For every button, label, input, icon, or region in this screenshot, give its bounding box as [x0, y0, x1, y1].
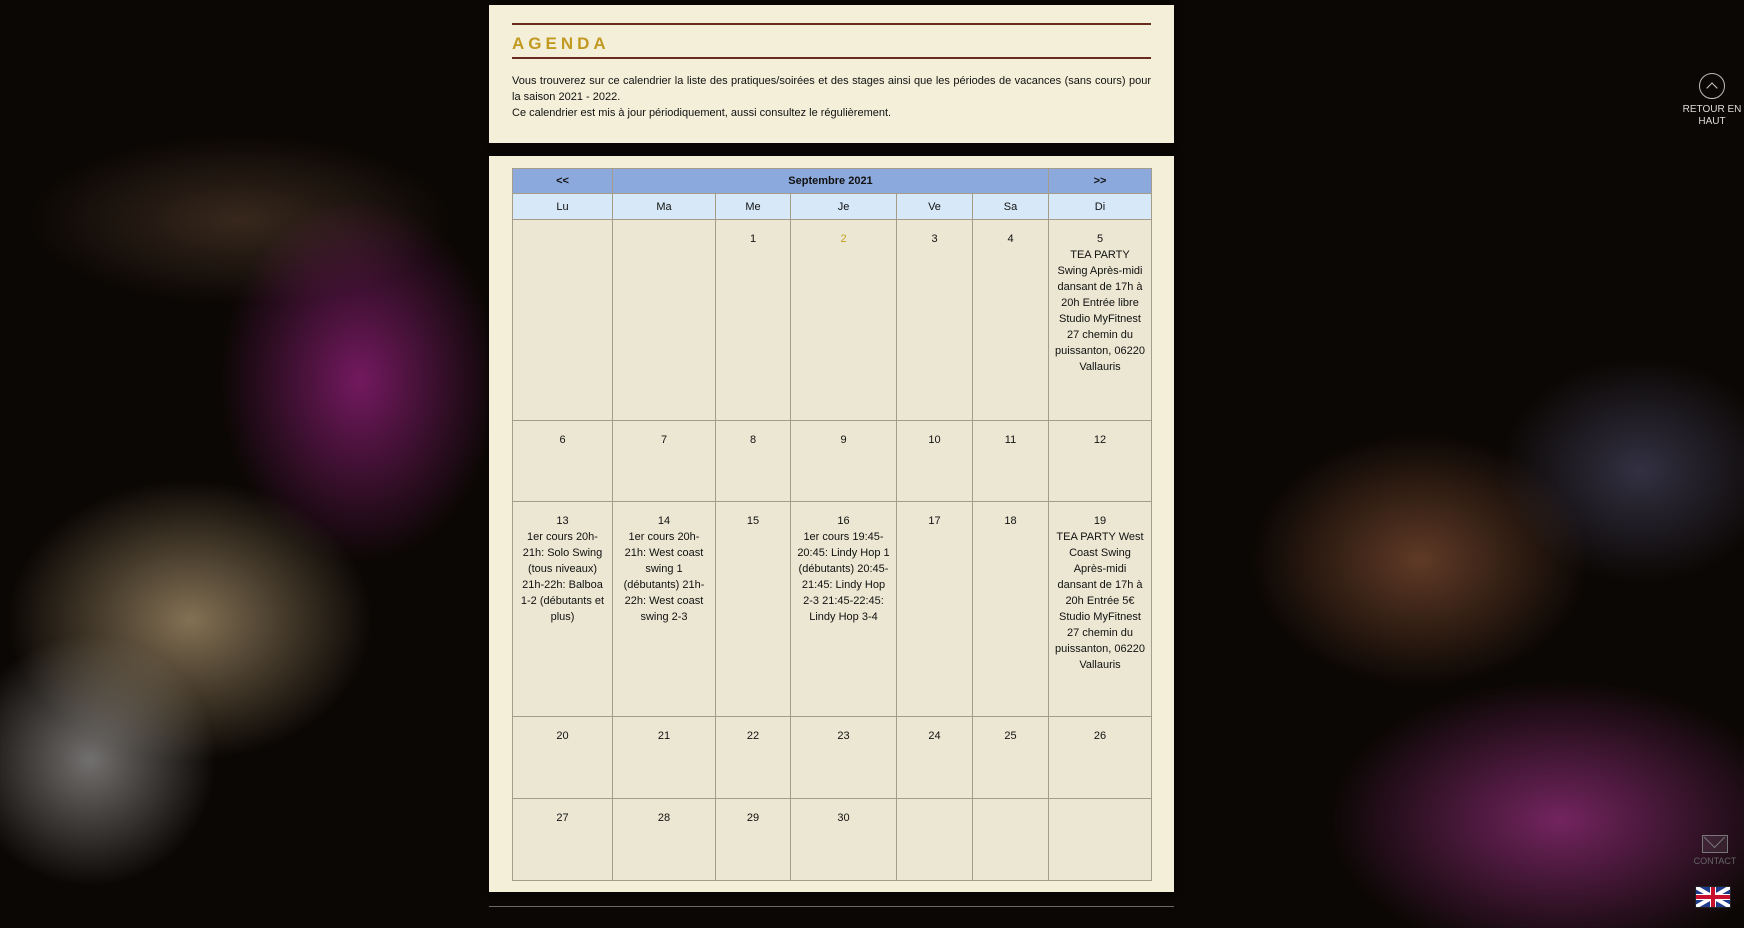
day-event: TEA PARTY Swing Après-midi dansant de 17h à 20h Entrée libre Studio MyFitnest 27 chemin du puissanton, 06220 Vallauris — [1055, 249, 1145, 373]
back-to-top-label[interactable]: RETOUR EN HAUT — [1682, 104, 1742, 127]
calendar-day-cell — [973, 220, 1049, 421]
calendar-day-cell — [791, 220, 897, 421]
calendar-week-row — [513, 799, 1152, 881]
calendar-day-cell — [716, 717, 791, 799]
calendar-day-cell — [791, 717, 897, 799]
intro-paragraph-2: Ce calendrier est mis à jour périodiquement, aussi consultez le régulièrement. — [512, 107, 892, 119]
calendar-day-cell — [716, 421, 791, 502]
calendar-day-cell — [513, 502, 613, 717]
weekday-header: Ve — [897, 194, 973, 220]
day-number: 24 — [928, 730, 941, 742]
calendar-week-row — [513, 717, 1152, 799]
calendar-day-cell — [1049, 717, 1152, 799]
calendar-panel — [489, 156, 1174, 892]
day-number: 4 — [1007, 233, 1014, 245]
weekday-header: Lu — [513, 194, 613, 220]
calendar-day-cell — [613, 799, 716, 881]
calendar-nav-row — [513, 169, 1152, 194]
day-number: 2 — [840, 233, 847, 245]
day-number: 23 — [837, 730, 850, 742]
calendar-day-cell — [897, 717, 973, 799]
day-number: 5 — [1096, 233, 1104, 245]
day-number: 7 — [660, 434, 668, 446]
day-number: 29 — [746, 812, 760, 824]
weekday-header: Je — [791, 194, 897, 220]
calendar-day-cell — [1049, 220, 1152, 421]
calendar-day-cell — [791, 799, 897, 881]
day-number: 12 — [1093, 434, 1107, 446]
weekday-header: Di — [1049, 194, 1152, 220]
calendar-day-cell — [1049, 421, 1152, 502]
day-number: 6 — [559, 434, 566, 446]
calendar-day-cell — [1049, 502, 1152, 717]
day-number: 17 — [928, 515, 941, 527]
calendar-day-cell — [513, 717, 613, 799]
day-number: 16 — [837, 515, 850, 527]
agenda-intro-panel — [489, 5, 1174, 143]
day-number: 26 — [1093, 730, 1107, 742]
weekday-header: Sa — [973, 194, 1049, 220]
calendar-day-cell — [897, 220, 973, 421]
uk-flag-icon[interactable] — [1695, 886, 1731, 908]
contact-button[interactable] — [1690, 835, 1740, 866]
calendar-day-cell — [973, 421, 1049, 502]
prev-month-button[interactable]: << — [513, 169, 613, 194]
calendar-day-cell — [513, 421, 613, 502]
day-number: 3 — [931, 233, 938, 245]
calendar-day-cell — [513, 799, 613, 881]
calendar-week-row — [513, 421, 1152, 502]
intro-text — [512, 73, 1151, 121]
calendar-day-cell — [1049, 799, 1152, 881]
chevron-up-circle-icon[interactable] — [1699, 73, 1725, 99]
calendar-day-cell — [791, 502, 897, 717]
title-top-rule — [512, 23, 1151, 25]
calendar-day-cell — [791, 421, 897, 502]
weekday-header: Me — [716, 194, 791, 220]
day-number: 9 — [840, 434, 847, 446]
day-event: TEA PARTY West Coast Swing Après-midi dansant de 17h à 20h Entrée 5€ Studio MyFitnest 27 chemin du puissanton, 06220 Vallauris — [1055, 531, 1145, 671]
day-number: 28 — [657, 812, 671, 824]
calendar-day-cell — [897, 421, 973, 502]
calendar-day-cell — [973, 717, 1049, 799]
next-month-button[interactable]: >> — [1049, 169, 1152, 194]
day-number: 15 — [746, 515, 760, 527]
month-title: Septembre 2021 — [613, 169, 1049, 194]
day-event: 1er cours 20h-21h: West coast swing 1 (débutants) 21h-22h: West coast swing 2-3 — [623, 531, 705, 623]
day-number: 27 — [556, 812, 569, 824]
day-number: 13 — [556, 515, 569, 527]
calendar-day-cell — [513, 220, 613, 421]
calendar-day-cell — [613, 421, 716, 502]
day-number: 19 — [1093, 515, 1107, 527]
day-number: 20 — [556, 730, 569, 742]
day-number: 14 — [657, 515, 671, 527]
day-number: 21 — [657, 730, 671, 742]
calendar-week-row — [513, 220, 1152, 421]
day-number: 25 — [1004, 730, 1017, 742]
weekday-header: Ma — [613, 194, 716, 220]
weekday-header-row — [513, 194, 1152, 220]
calendar-table — [512, 168, 1152, 881]
day-number: 8 — [749, 434, 757, 446]
footer-divider — [489, 906, 1174, 907]
day-number: 11 — [1004, 434, 1017, 446]
intro-paragraph-1: Vous trouverez sur ce calendrier la liste des pratiques/soirées et des stages ainsi que les périodes de vacances (sans cours) pour la saison 2021 - 2022. — [512, 75, 1151, 103]
calendar-day-cell — [897, 502, 973, 717]
calendar-week-row — [513, 502, 1152, 717]
calendar-day-cell — [716, 799, 791, 881]
page-title: AGENDA — [512, 34, 610, 53]
calendar-day-cell — [613, 220, 716, 421]
title-bottom-rule — [512, 57, 1151, 59]
contact-label[interactable]: CONTACT — [1693, 856, 1737, 866]
calendar-day-cell — [716, 220, 791, 421]
calendar-day-cell — [613, 717, 716, 799]
calendar-day-cell — [897, 799, 973, 881]
day-event: 1er cours 19:45-20:45: Lindy Hop 1 (débutants) 20:45-21:45: Lindy Hop 2-3 21:45-22:45: Lindy Hop 3-4 — [797, 531, 890, 623]
calendar-day-cell — [716, 502, 791, 717]
day-number: 22 — [746, 730, 760, 742]
day-event: 1er cours 20h-21h: Solo Swing (tous niveaux) 21h-22h: Balboa 1-2 (débutants et plus) — [520, 531, 605, 623]
calendar-day-cell — [973, 799, 1049, 881]
day-number: 1 — [749, 233, 757, 245]
day-number: 18 — [1004, 515, 1017, 527]
day-number: 30 — [837, 812, 850, 824]
calendar-day-cell — [973, 502, 1049, 717]
day-number: 10 — [928, 434, 941, 446]
back-to-top-button[interactable] — [1676, 73, 1744, 128]
calendar-day-cell — [613, 502, 716, 717]
mail-icon[interactable] — [1702, 835, 1728, 853]
